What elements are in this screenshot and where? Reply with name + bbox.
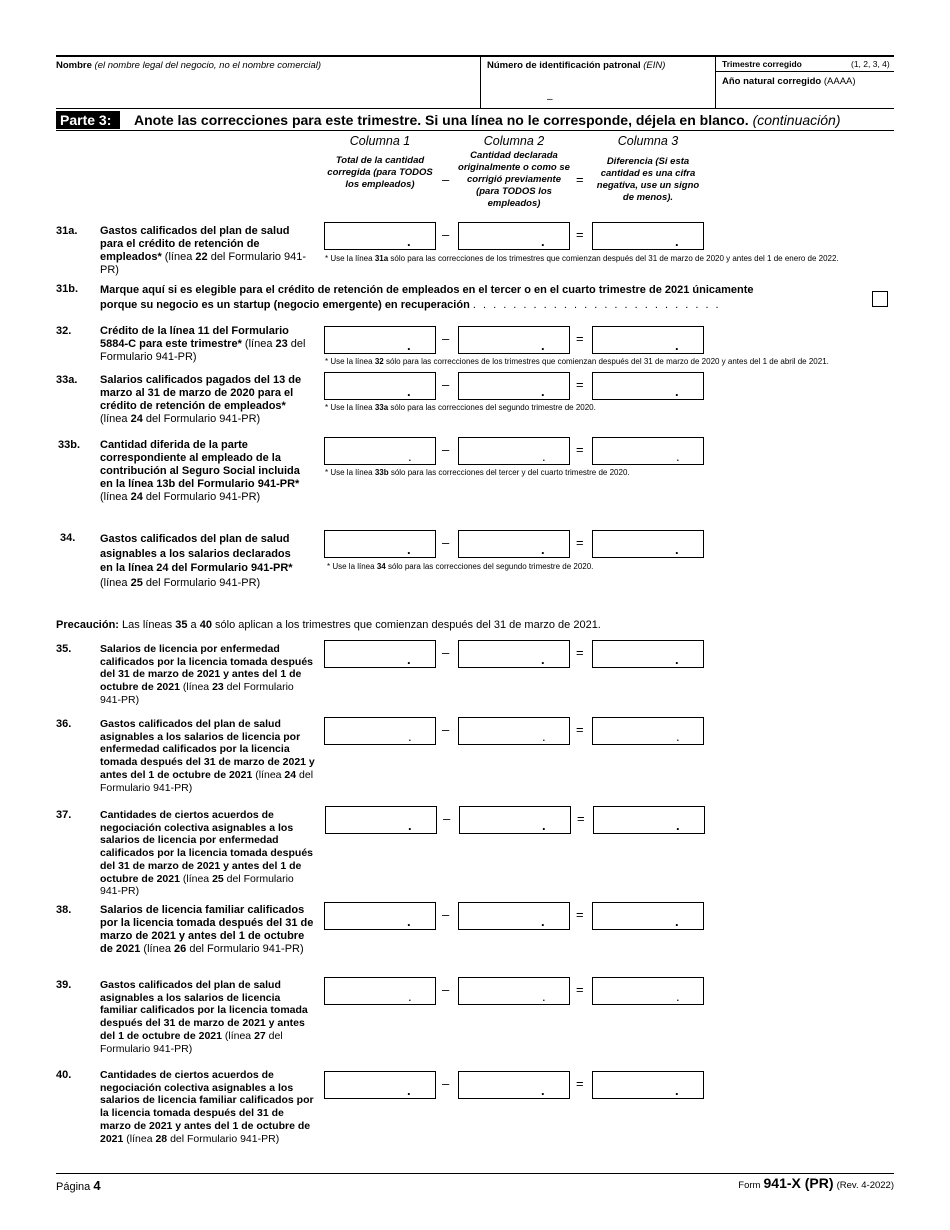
equals-sign: =	[577, 811, 585, 826]
decimal-point: .	[676, 449, 680, 464]
line-31a-note	[325, 254, 839, 263]
line-33b-bold: Cantidad diferida de la parte correspondiente al empleado de la contribución al Seguro Social incluida en la línea 13b del Formulario 941-PR*	[100, 439, 300, 490]
equals-sign: =	[576, 645, 584, 660]
decimal-point: .	[408, 818, 412, 833]
caution-label: Precaución:	[56, 619, 119, 631]
line-34-ref: 25	[130, 576, 143, 589]
decimal-point: .	[675, 914, 679, 929]
minus-sign: –	[443, 811, 451, 826]
line-31b-leader: . . . . . . . . . . . . . . . . . . . . . . . . .	[472, 298, 721, 311]
note-ref: 33b	[374, 468, 389, 477]
header-divider-3	[715, 71, 894, 72]
name-field[interactable]	[56, 60, 321, 71]
caution-b: 40	[199, 619, 212, 631]
line-38-col1-input[interactable]	[324, 902, 436, 930]
line-40-rest: (línea	[123, 1132, 156, 1145]
line-31a-bold: Gastos calificados del plan de salud para el crédito de retención de empleados*	[100, 225, 290, 263]
line-33b-note	[325, 468, 630, 477]
line-36-rest2: del Formulario 941-PR)	[100, 768, 314, 794]
line-32-ref: 23	[275, 338, 288, 350]
line-38-number: 38.	[56, 904, 72, 916]
line-31b-line2	[100, 298, 870, 313]
line-32-col1-input[interactable]	[324, 326, 436, 354]
line-31a-col3-input[interactable]	[592, 222, 704, 250]
line-34-number: 34.	[60, 532, 76, 544]
line-33a-desc	[100, 374, 315, 426]
line-37-number: 37.	[56, 809, 72, 821]
equals-sign: =	[576, 982, 584, 997]
decimal-point: .	[675, 652, 679, 667]
note-post: sólo para las correcciones de los trimestres que comienzan después del 31 de marzo de 2020 y antes del 1 de enero de 2022.	[388, 254, 839, 263]
decimal-point: .	[675, 1083, 679, 1098]
line-31a-rest: (línea	[161, 251, 196, 263]
ein-label: Número de identificación patronal	[487, 60, 641, 71]
equals-sign: =	[576, 442, 584, 457]
minus-sign: –	[442, 982, 450, 997]
decimal-point: .	[676, 729, 680, 744]
line-36-col3-input[interactable]	[592, 717, 704, 745]
form-name: 941-X (PR)	[763, 1175, 834, 1191]
decimal-point: .	[541, 384, 545, 399]
decimal-point: .	[408, 449, 412, 464]
quarter-label: Trimestre corregido	[722, 59, 802, 69]
line-37-col1-input[interactable]	[325, 806, 437, 834]
equals-sign: =	[576, 535, 584, 550]
line-36-desc	[100, 718, 315, 794]
line-31a-desc	[100, 225, 315, 277]
column-3-desc: Diferencia (Si esta cantidad es una cifra negativa, use un signo de menos).	[596, 156, 700, 203]
footer-form	[738, 1175, 894, 1191]
note-pre: * Use la línea	[325, 254, 375, 263]
line-36-number: 36.	[56, 718, 72, 730]
line-35-rest2: del Formulario 941-PR)	[100, 681, 294, 706]
line-33a-col2-input[interactable]	[458, 372, 570, 400]
minus-sign: –	[442, 907, 450, 922]
decimal-point: .	[541, 914, 545, 929]
line-35-number: 35.	[56, 643, 72, 655]
line-33b-number: 33b.	[58, 439, 81, 451]
line-34-rest: (línea	[100, 576, 131, 589]
name-label-note: (el nombre legal del negocio, no el nombre comercial)	[94, 60, 322, 71]
caution-post: sólo aplican a los trimestres que comienzan después del 31 de marzo de 2021.	[211, 619, 601, 631]
equals-sign: =	[576, 331, 584, 346]
column-2-desc: Cantidad declarada originalmente o como se corrigió previamente (para TODOS los empleados)	[458, 150, 570, 209]
line-34-bold: Gastos calificados del plan de salud asignables a los salarios declarados en la línea 24 del Formulario 941-PR*	[100, 533, 293, 574]
line-33a-col3-input[interactable]	[592, 372, 704, 400]
line-36-col1-input[interactable]	[324, 717, 436, 745]
decimal-point: .	[542, 818, 546, 833]
decimal-point: .	[675, 234, 679, 249]
line-39-col2-input[interactable]	[458, 977, 570, 1005]
line-35-desc	[100, 643, 315, 707]
footer-page	[56, 1178, 101, 1193]
line-37-rest: (línea	[179, 872, 213, 885]
caution-mid: a	[187, 619, 200, 631]
line-36-ref: 24	[284, 768, 297, 781]
decimal-point: .	[676, 818, 680, 833]
line-36-bold: Gastos calificados del plan de salud asignables a los salarios de licencia por enfermedad calificados por la licencia tomada después del 31 de marzo de 2021 y antes del 1 de octubre de 2021	[100, 718, 315, 781]
line-37-col3-input[interactable]	[593, 806, 705, 834]
year-format: (AAAA)	[823, 76, 856, 87]
line-34-desc	[100, 532, 300, 590]
line-33b-rest2: del Formulario 941-PR)	[142, 491, 261, 503]
line-34-col3-input[interactable]	[592, 530, 704, 558]
equals-sign: =	[576, 227, 584, 242]
note-post: sólo para las correcciones del tercer y del cuarto trimestre de 2020.	[388, 468, 630, 477]
column-2-title: Columna 2	[483, 134, 545, 148]
line-31b-checkbox[interactable]	[872, 291, 888, 307]
top-rule	[56, 55, 894, 57]
part3-continued: (continuación)	[752, 112, 841, 128]
line-40-col3-input[interactable]	[592, 1071, 704, 1099]
note-ref: 31a	[374, 254, 389, 263]
note-post: sólo para las correcciones del segundo trimestre de 2020.	[385, 562, 594, 571]
equals-sign: =	[576, 1076, 584, 1091]
ein-label-note: (EIN)	[643, 60, 666, 71]
part3-tag: Parte 3:	[56, 111, 120, 129]
line-32-col3-input[interactable]	[592, 326, 704, 354]
line-31b-text2: porque su negocio es un startup (negocio emergente) en recuperación	[100, 298, 470, 311]
part3-title-text: Anote las correcciones para este trimestre. Si una línea no le corresponde, déjela en blanco.	[134, 112, 749, 128]
header-divider-1	[480, 55, 481, 109]
decimal-point: .	[676, 989, 680, 1004]
minus-sign: –	[442, 227, 450, 242]
minus-sign: –	[442, 1076, 450, 1091]
decimal-point: .	[541, 234, 545, 249]
line-33b-col2-input[interactable]	[458, 437, 570, 465]
decimal-point: .	[407, 1083, 411, 1098]
caution-note	[56, 619, 601, 631]
year-label: Año natural corregido	[722, 76, 822, 87]
note-pre: * Use la línea	[327, 562, 377, 571]
minus-sign: –	[442, 722, 450, 737]
line-31b-number: 31b.	[56, 283, 79, 295]
line-36-col2-input[interactable]	[458, 717, 570, 745]
part3-rule	[56, 130, 894, 131]
line-31a-ref: 22	[195, 251, 208, 263]
line-32-rest: (línea	[241, 338, 276, 350]
decimal-point: .	[675, 338, 679, 353]
line-34-note	[327, 562, 593, 571]
decimal-point: .	[675, 542, 679, 557]
line-38-rest: (línea	[140, 943, 175, 955]
note-ref: 33a	[374, 403, 389, 412]
decimal-point: .	[541, 542, 545, 557]
equals-sign: =	[576, 722, 584, 737]
line-31a-rest2: del Formulario 941-PR)	[100, 251, 307, 276]
line-40-col1-input[interactable]	[324, 1071, 436, 1099]
header-equals: =	[576, 172, 584, 187]
line-39-bold: Gastos calificados del plan de salud asignables a los salarios de licencia familiar calificados por la licencia tomada después del 31 de marzo de 2021 y antes del 1 de octubre de 2021	[100, 979, 308, 1042]
line-37-bold: Cantidades de ciertos acuerdos de negociación colectiva asignables a los salarios de licencia por enfermedad calificados por la licencia tomada después del 31 de marzo de 2021 y antes del 1 de octubre de 2021	[100, 809, 313, 885]
line-32-number: 32.	[56, 325, 72, 337]
decimal-point: .	[541, 338, 545, 353]
line-33a-bold: Salarios calificados pagados del 13 de marzo al 31 de marzo de 2020 para el crédito de retención de empleados*	[100, 374, 302, 412]
minus-sign: –	[442, 535, 450, 550]
line-33a-note	[325, 403, 596, 412]
name-label: Nombre	[56, 60, 92, 71]
ein-field[interactable]	[487, 60, 665, 71]
note-pre: * Use la línea	[325, 468, 375, 477]
note-pre: * Use la línea	[325, 357, 375, 366]
header-bottom-rule	[56, 108, 894, 109]
line-33b-rest: (línea	[100, 491, 131, 503]
line-39-rest: (línea	[221, 1029, 255, 1042]
line-32-col2-input[interactable]	[458, 326, 570, 354]
line-31a-col2-input[interactable]	[458, 222, 570, 250]
line-33a-number: 33a.	[56, 374, 78, 386]
line-31a-col1-input[interactable]	[324, 222, 436, 250]
line-33a-ref: 24	[130, 413, 143, 425]
decimal-point: .	[542, 729, 546, 744]
line-33a-rest2: del Formulario 941-PR)	[142, 413, 261, 425]
page-label: Página	[56, 1181, 91, 1193]
line-40-rest2: del Formulario 941-PR)	[167, 1132, 280, 1145]
decimal-point: .	[675, 384, 679, 399]
line-40-bold: Cantidades de ciertos acuerdos de negociación colectiva asignables a los salarios de licencia familiar calificados por la licencia tomada después del 31 de marzo de 2021 y antes del 1 de octubre de 2021	[100, 1069, 314, 1145]
line-32-note	[325, 357, 829, 366]
column-1-desc: Total de la cantidad corregida (para TODOS los empleados)	[327, 155, 433, 190]
note-ref: 34	[376, 562, 386, 571]
quarter-options: (1, 2, 3, 4)	[851, 59, 890, 69]
equals-sign: =	[576, 377, 584, 392]
line-38-rest2: del Formulario 941-PR)	[186, 943, 304, 955]
line-37-rest2: del Formulario 941-PR)	[100, 872, 294, 898]
line-39-col1-input[interactable]	[324, 977, 436, 1005]
line-34-col1-input[interactable]	[324, 530, 436, 558]
line-32-desc	[100, 325, 315, 364]
decimal-point: .	[407, 234, 411, 249]
decimal-point: .	[541, 1083, 545, 1098]
line-34-rest2: del Formulario 941-PR)	[142, 576, 261, 589]
decimal-point: .	[407, 338, 411, 353]
part3-title	[134, 111, 841, 129]
decimal-point: .	[407, 652, 411, 667]
header-divider-2	[715, 55, 716, 109]
minus-sign: –	[442, 442, 450, 457]
line-39-desc	[100, 979, 315, 1055]
line-39-ref: 27	[254, 1029, 266, 1042]
line-39-number: 39.	[56, 979, 72, 991]
form-label: Form	[738, 1180, 761, 1191]
line-40-desc	[100, 1069, 315, 1145]
part3-header	[56, 111, 894, 129]
line-31b-desc	[100, 283, 870, 312]
line-38-col3-input[interactable]	[592, 902, 704, 930]
minus-sign: –	[442, 331, 450, 346]
decimal-point: .	[542, 989, 546, 1004]
line-35-bold: Salarios de licencia por enfermedad calificados por la licencia tomada después del 31 de marzo de 2021 y antes del 1 de octubre de 2021	[100, 643, 313, 694]
caution-pre: Las líneas	[118, 619, 176, 631]
column-3-title: Columna 3	[617, 134, 679, 148]
line-33a-rest: (línea	[100, 413, 131, 425]
line-31b-text1: Marque aquí si es elegible para el crédito de retención de empleados en el tercer o en el cuarto trimestre de 2021 únicamente	[100, 284, 754, 296]
line-31a-number: 31a.	[56, 225, 78, 237]
ein-dash: –	[547, 94, 553, 105]
line-33b-desc	[100, 439, 315, 504]
line-37-desc	[100, 809, 315, 898]
note-post: sólo para las correcciones de los trimestres que comienzan después del 31 de marzo de 2020 y antes del 1 de abril de 2021.	[383, 357, 829, 366]
line-39-rest2: del Formulario 941-PR)	[100, 1029, 283, 1055]
decimal-point: .	[408, 729, 412, 744]
line-38-bold: Salarios de licencia familiar calificados por la licencia tomada después del 31 de marzo de 2021 y antes del 1 de octubre de 2021	[100, 904, 314, 955]
line-40-col2-input[interactable]	[458, 1071, 570, 1099]
decimal-point: .	[408, 989, 412, 1004]
line-35-col3-input[interactable]	[592, 640, 704, 668]
line-39-col3-input[interactable]	[592, 977, 704, 1005]
minus-sign: –	[442, 645, 450, 660]
caution-a: 35	[175, 619, 188, 631]
line-33b-col1-input[interactable]	[324, 437, 436, 465]
line-37-col2-input[interactable]	[459, 806, 571, 834]
footer-rule	[56, 1173, 894, 1174]
line-37-ref: 25	[212, 872, 224, 885]
decimal-point: .	[407, 384, 411, 399]
line-36-rest: (línea	[252, 768, 285, 781]
decimal-point: .	[407, 914, 411, 929]
line-40-number: 40.	[56, 1069, 72, 1081]
line-38-desc	[100, 904, 315, 956]
line-35-col1-input[interactable]	[324, 640, 436, 668]
line-40-ref: 28	[155, 1132, 168, 1145]
line-32-bold: Crédito de la línea 11 del Formulario 5884-C para este trimestre*	[100, 325, 289, 350]
equals-sign: =	[576, 907, 584, 922]
line-35-rest: (línea	[179, 681, 213, 694]
note-ref: 32	[374, 357, 384, 366]
decimal-point: .	[541, 652, 545, 667]
line-32-rest2: del Formulario 941-PR)	[100, 338, 306, 363]
column-1-title: Columna 1	[349, 134, 411, 148]
note-pre: * Use la línea	[325, 403, 375, 412]
line-35-ref: 23	[212, 681, 224, 694]
line-33a-col1-input[interactable]	[324, 372, 436, 400]
line-34-col2-input[interactable]	[458, 530, 570, 558]
header-minus: –	[442, 172, 450, 187]
form-revision: (Rev. 4-2022)	[836, 1180, 894, 1191]
note-post: sólo para las correcciones del segundo trimestre de 2020.	[388, 403, 596, 412]
year-field[interactable]	[722, 76, 856, 87]
line-35-col2-input[interactable]	[458, 640, 570, 668]
page-number: 4	[93, 1178, 101, 1193]
line-33b-col3-input[interactable]	[592, 437, 704, 465]
minus-sign: –	[442, 377, 450, 392]
line-38-ref: 26	[174, 943, 187, 955]
decimal-point: .	[407, 542, 411, 557]
line-38-col2-input[interactable]	[458, 902, 570, 930]
decimal-point: .	[542, 449, 546, 464]
line-33b-ref: 24	[130, 491, 143, 503]
